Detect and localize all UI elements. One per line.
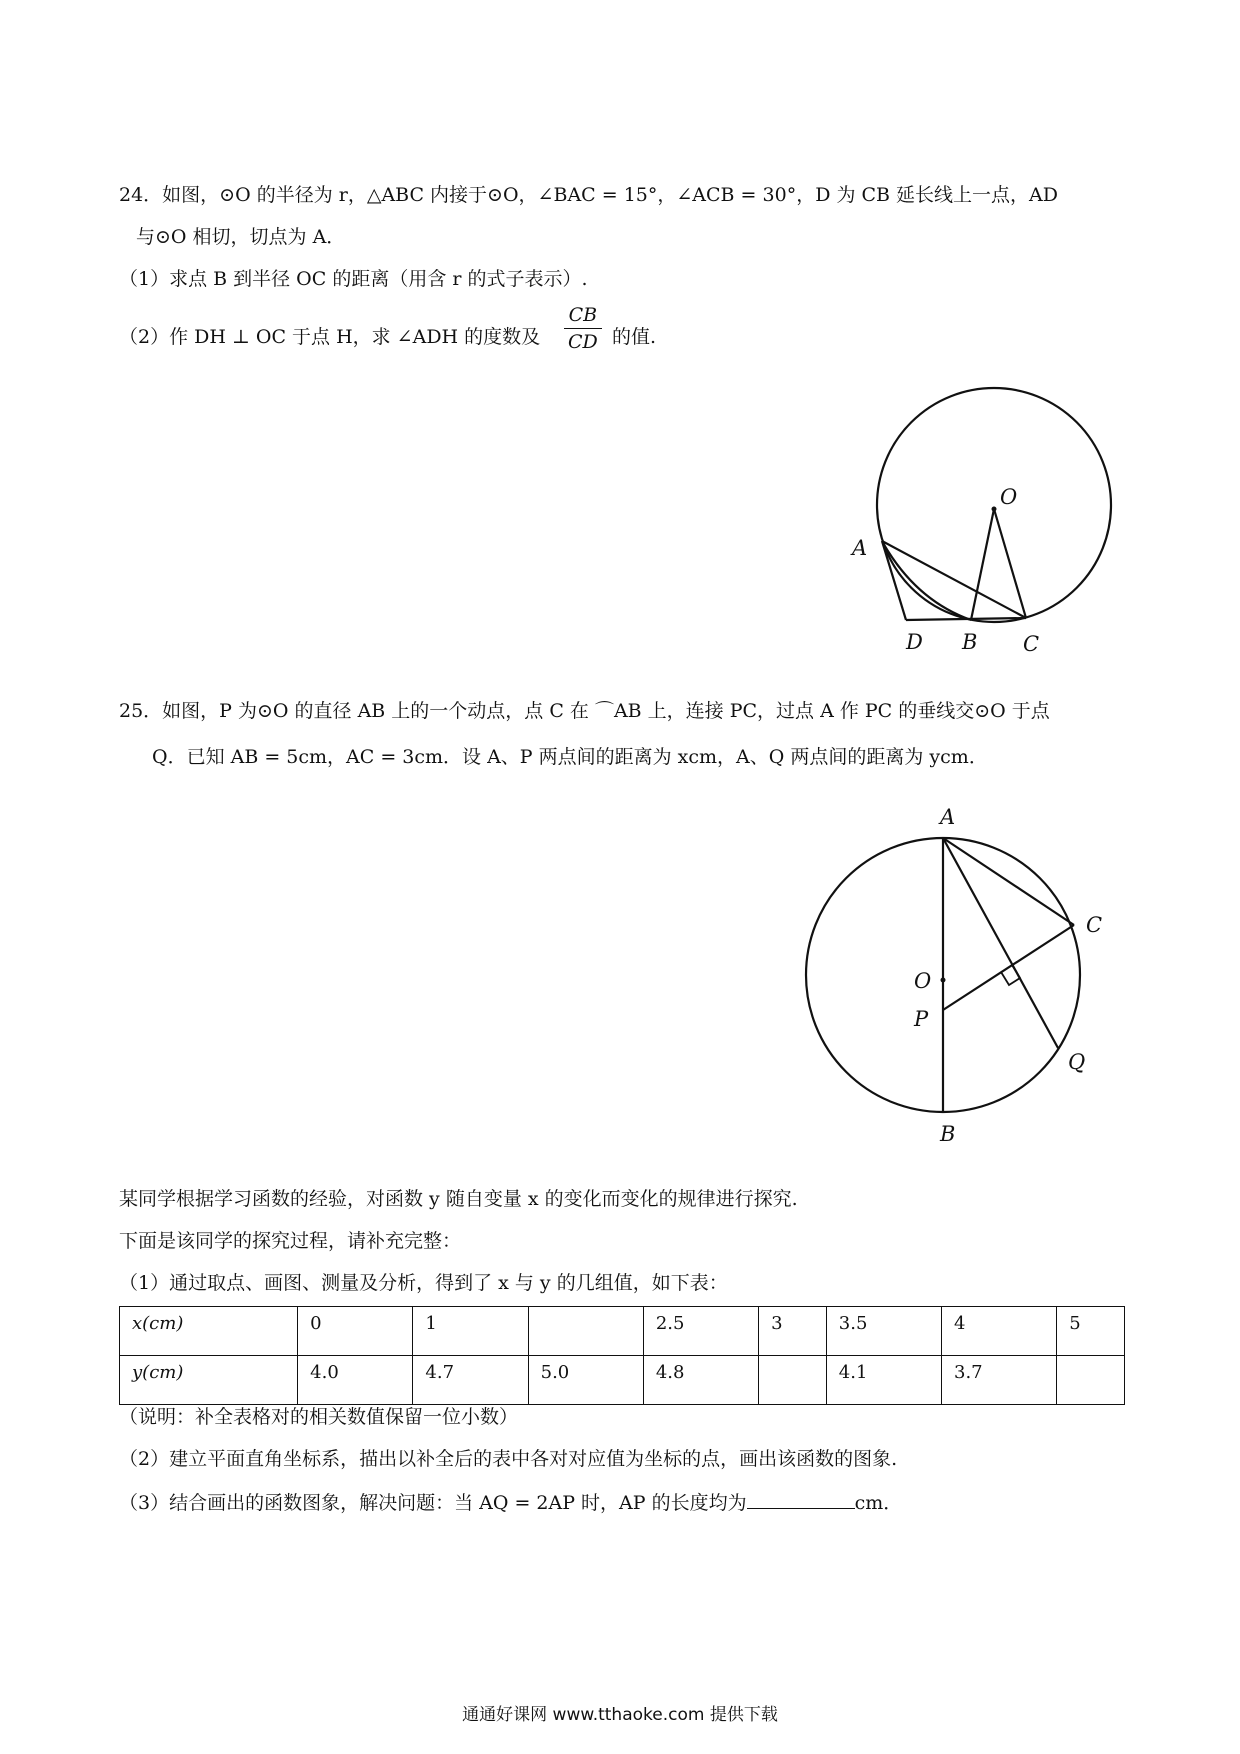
table-cell: x(cm) xyxy=(120,1307,298,1356)
q25-label-a: A xyxy=(940,805,956,829)
q25-part2: （2）建立平面直角坐标系，描出以补全后的表中各对对应值为坐标的点，画出该函数的图象. xyxy=(119,1448,898,1470)
q24-segment-ob xyxy=(971,509,994,620)
q24-segment-ab xyxy=(882,541,971,620)
q24-part1: （1）求点 B 到半径 OC 的距离（用含 r 的式子表示）. xyxy=(119,268,588,290)
table-cell xyxy=(528,1307,643,1356)
table-cell: 5.0 xyxy=(528,1356,643,1405)
q24-line1: 24．如图，⊙O 的半径为 r，△ABC 内接于⊙O，∠BAC = 15°，∠ACB = 30°，D 为 CB 延长线上一点，AD xyxy=(119,184,1058,206)
q24-segment-oc xyxy=(994,509,1026,618)
q25-label-q: Q xyxy=(1068,1050,1086,1074)
page-footer: 通通好课网 www.tthaoke.com 提供下载 xyxy=(462,1705,778,1725)
table-cell: 1 xyxy=(413,1307,528,1356)
fraction-denominator: CD xyxy=(568,331,598,353)
q24-label-a: A xyxy=(852,536,868,560)
q25-part3 xyxy=(119,1488,902,1515)
q24-label-d: D xyxy=(906,630,923,654)
q25-explore2: 下面是该同学的探究过程，请补充完整： xyxy=(119,1230,462,1252)
q24-center-dot xyxy=(992,507,997,512)
q25-note: （说明：补全表格对的相关数值保留一位小数） xyxy=(119,1406,519,1428)
table-cell: 4.0 xyxy=(298,1356,413,1405)
q25-circle xyxy=(806,838,1080,1112)
table-cell: 3 xyxy=(759,1307,827,1356)
table-cell xyxy=(1057,1356,1125,1405)
q25-line1: 25．如图，P 为⊙O 的直径 AB 上的一个动点，点 C 在 ⌒AB 上，连接 PC，过点 A 作 PC 的垂线交⊙O 于点 xyxy=(119,700,1050,722)
q24-segment-dc xyxy=(906,618,1026,620)
answer-blank[interactable] xyxy=(747,1490,855,1509)
q25-label-p: P xyxy=(914,1007,929,1031)
table-cell: 5 xyxy=(1057,1307,1125,1356)
q25-part3-prefix: （3）结合画出的函数图象，解决问题：当 AQ = 2AP 时，AP 的长度均为 xyxy=(119,1492,747,1514)
q25-label-c: C xyxy=(1086,913,1103,937)
q24-segment-ad xyxy=(882,541,906,620)
table-cell xyxy=(759,1356,827,1405)
table-cell: 4 xyxy=(942,1307,1057,1356)
table-cell: y(cm) xyxy=(120,1356,298,1405)
q24-circle xyxy=(877,388,1111,622)
q25-center-dot xyxy=(941,978,946,983)
q24-fraction xyxy=(564,304,602,353)
q25-segment-aq xyxy=(943,838,1058,1048)
q24-line2: 与⊙O 相切，切点为 A． xyxy=(136,226,346,248)
q25-label-b: B xyxy=(940,1122,956,1146)
q24-label-c: C xyxy=(1023,632,1040,656)
table-cell: 3.7 xyxy=(942,1356,1057,1405)
fraction-numerator: CB xyxy=(568,304,598,326)
q24-part2-suffix: 的值. xyxy=(612,326,657,348)
q25-explore1: 某同学根据学习函数的经验，对函数 y 随自变量 x 的变化而变化的规律进行探究. xyxy=(119,1188,798,1210)
q25-label-o: O xyxy=(914,969,932,993)
q25-segment-ac xyxy=(943,838,1074,925)
q25-line2: Q．已知 AB = 5cm，AC = 3cm．设 A、P 两点间的距离为 xcm，A、Q 两点间的距离为 ycm． xyxy=(152,746,988,768)
table-row-x xyxy=(120,1307,1125,1356)
q24-segment-ac xyxy=(882,541,1026,618)
q24-label-o: O xyxy=(1000,485,1018,509)
table-cell: 2.5 xyxy=(643,1307,758,1356)
table-cell: 4.8 xyxy=(643,1356,758,1405)
table-cell: 4.1 xyxy=(826,1356,941,1405)
table-row-y xyxy=(120,1356,1125,1405)
table-cell: 4.7 xyxy=(413,1356,528,1405)
q25-value-table xyxy=(119,1306,1125,1405)
table-cell: 0 xyxy=(298,1307,413,1356)
q25-part3-suffix: cm． xyxy=(854,1492,903,1514)
table-cell: 3.5 xyxy=(826,1307,941,1356)
q25-part1: （1）通过取点、画图、测量及分析，得到了 x 与 y 的几组值，如下表： xyxy=(119,1272,728,1294)
q24-label-b: B xyxy=(962,630,978,654)
fraction-bar xyxy=(564,328,602,329)
q24-part2-prefix: （2）作 DH ⊥ OC 于点 H，求 ∠ADH 的度数及 xyxy=(119,326,541,348)
q25-right-angle-mark xyxy=(1001,965,1020,985)
q25-segment-pc xyxy=(943,925,1074,1010)
